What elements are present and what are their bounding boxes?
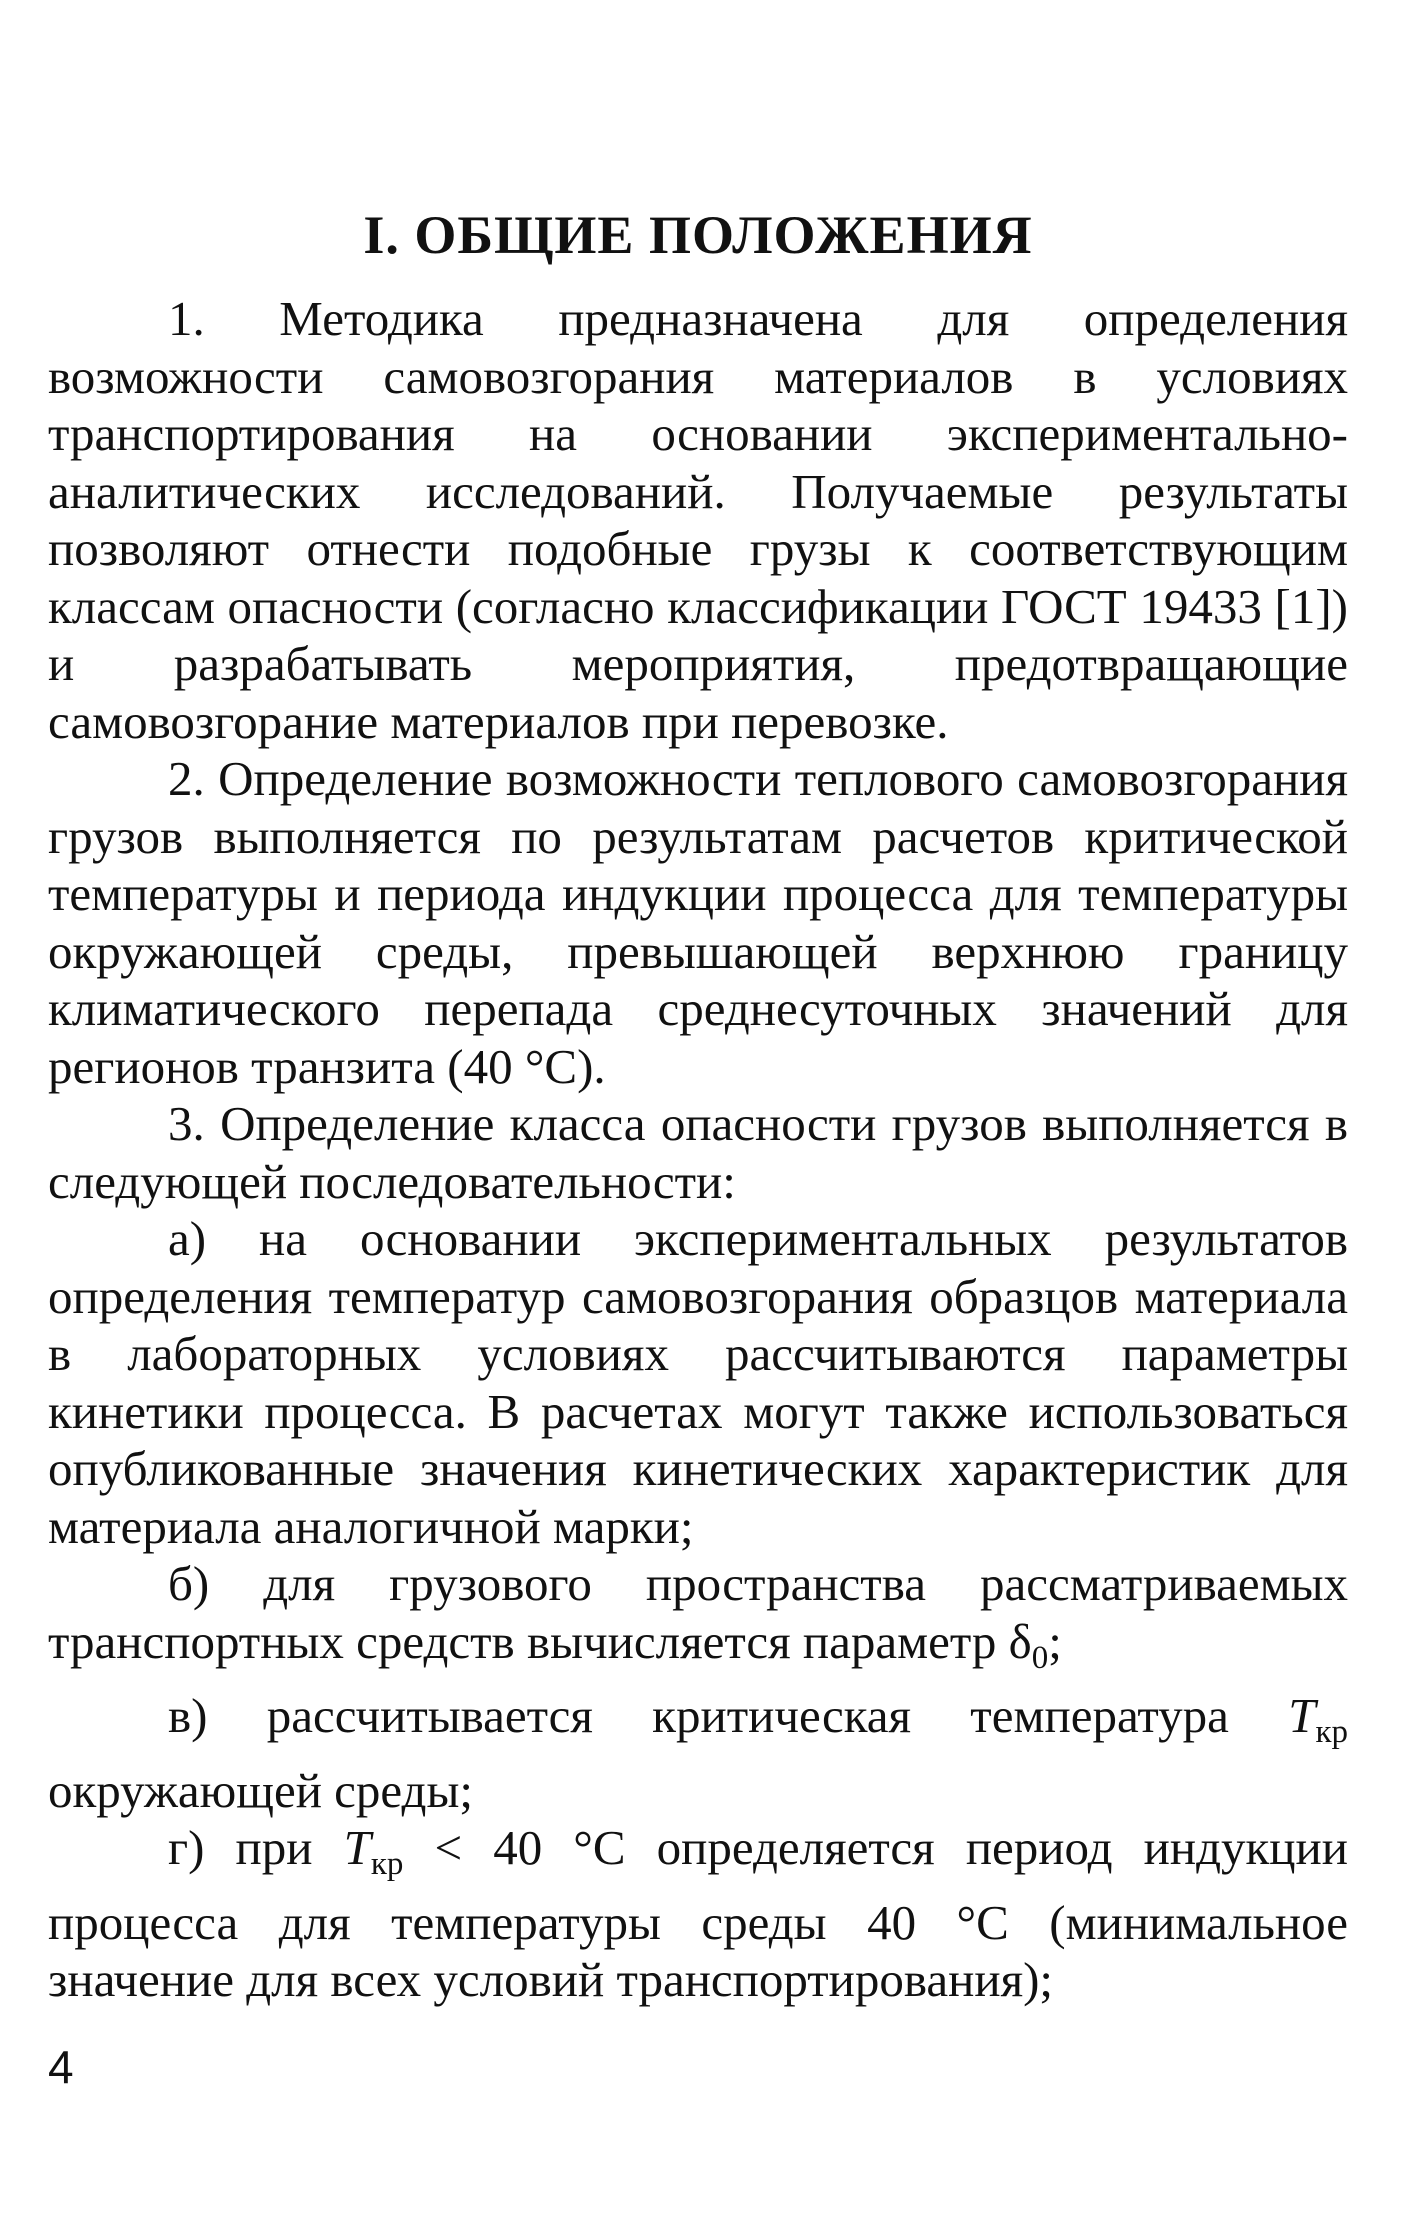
section-heading: I. ОБЩИЕ ПОЛОЖЕНИЯ bbox=[363, 205, 1033, 266]
list-item-b-end: ; bbox=[1048, 1613, 1062, 1669]
list-item-b bbox=[48, 1555, 1348, 1687]
list-item-b-text: б) для грузового пространства рассматриваемых транспортных средств вычисляется параметр δ bbox=[48, 1556, 1348, 1669]
t-subscript: кр bbox=[1315, 1714, 1348, 1750]
list-item-v-text: в) рассчитывается критическая температура bbox=[168, 1688, 1289, 1743]
t-symbol: T bbox=[1288, 1688, 1316, 1743]
list-item-v-end: окружающей среды; bbox=[48, 1762, 473, 1818]
list-item-a: а) на основании экспериментальных результатов определения температур самовозгорания образцов материала в лабораторных условиях рассчитываются параметры кинетики процесса. В расчетах могут также использоваться опубликованные значения кинетических характеристик для материала аналогичной марки; bbox=[48, 1211, 1348, 1554]
paragraph-2: 2. Определение возможности теплового самовозгорания грузов выполняется по результатам расчетов критической температуры и периода индукции процесса для температуры окружающей среды, превышающей верхнюю границу климатического перепада среднесуточных значений для регионов транзита (40 °С). bbox=[48, 751, 1348, 1094]
document-page bbox=[48, 0, 1348, 2217]
page-number: 4 bbox=[48, 2041, 74, 2093]
list-item-g bbox=[48, 1819, 1348, 2009]
paragraph-1: 1. Методика предназначена для определения возможности самовозгорания материалов в условиях транспортирования на основании экспериментально-аналитических исследований. Получаемые результаты позволяют отнести подобные грузы к соответствующим классам опасности (согласно классификации ГОСТ 19433 [1]) и разрабатывать мероприятия, предотвращающие самовозгорание материалов при перевозке. bbox=[48, 291, 1348, 749]
list-item-g-text: г) при bbox=[168, 1820, 344, 1875]
list-item-g-end: < 40 °С определяется период индукции процесса для температуры среды 40 °С (минимальное значение для всех условий транспортирования); bbox=[48, 1820, 1348, 2007]
paragraph-3: 3. Определение класса опасности грузов выполняется в следующей последовательности: bbox=[48, 1096, 1348, 1209]
t-subscript: кр bbox=[370, 1846, 404, 1882]
t-symbol: T bbox=[343, 1820, 371, 1875]
delta-subscript: 0 bbox=[1031, 1639, 1049, 1676]
body-text bbox=[48, 290, 1348, 2009]
list-item-v bbox=[48, 1687, 1348, 1819]
